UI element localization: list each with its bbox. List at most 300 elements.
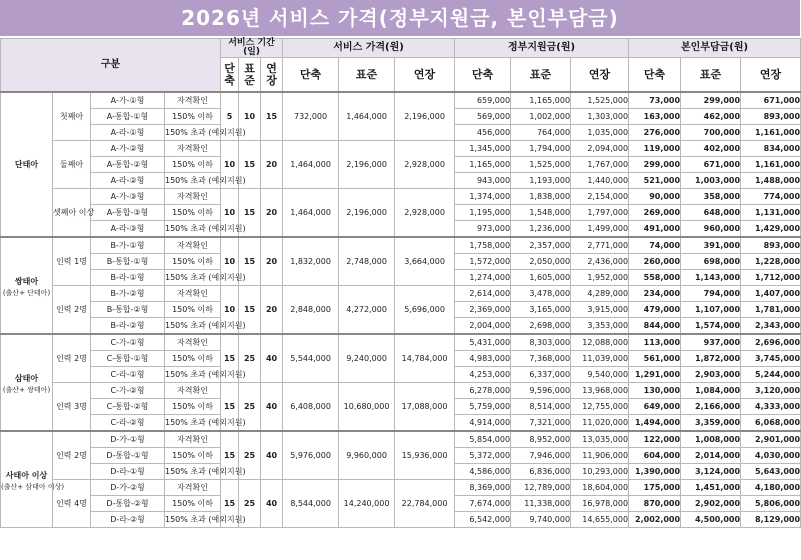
subsidy-short: 1,195,000 — [455, 205, 511, 221]
copay-extended: 3,745,000 — [741, 351, 801, 367]
copay-short: 558,000 — [629, 270, 681, 286]
subsidy-standard: 2,357,000 — [511, 237, 571, 254]
subsidy-extended: 1,035,000 — [571, 125, 629, 141]
copay-short: 299,000 — [629, 157, 681, 173]
period-short: 10 — [221, 237, 239, 286]
subsidy-extended: 1,499,000 — [571, 221, 629, 238]
copay-short: 269,000 — [629, 205, 681, 221]
copay-extended: 3,120,000 — [741, 383, 801, 399]
period-extended: 40 — [261, 431, 283, 480]
header-copay-short: 단축 — [629, 58, 681, 93]
header-price-short: 단축 — [283, 58, 339, 93]
subgroup-label: 인력 3명 — [53, 383, 91, 432]
header-period-short: 단 축 — [221, 58, 239, 93]
copay-extended: 4,180,000 — [741, 480, 801, 496]
eligibility: 150% 초과 (예외지원) — [165, 415, 221, 432]
copay-extended: 1,429,000 — [741, 221, 801, 238]
header-period-standard: 표 준 — [239, 58, 261, 93]
subsidy-standard: 9,596,000 — [511, 383, 571, 399]
subsidy-short: 2,614,000 — [455, 286, 511, 302]
copay-standard: 2,902,000 — [681, 496, 741, 512]
period-standard: 25 — [239, 480, 261, 528]
table-row — [1, 334, 801, 351]
subsidy-short: 1,345,000 — [455, 141, 511, 157]
service-type: C-라-①형 — [91, 367, 165, 383]
subgroup-label: 인력 1명 — [53, 237, 91, 286]
period-short: 15 — [221, 334, 239, 383]
service-type: C-가-②형 — [91, 383, 165, 399]
copay-extended: 893,000 — [741, 109, 801, 125]
subgroup-label: 둘째아 — [53, 141, 91, 189]
subsidy-extended: 1,797,000 — [571, 205, 629, 221]
eligibility: 150% 초과 (예외지원) — [165, 512, 221, 528]
subsidy-standard: 3,478,000 — [511, 286, 571, 302]
table-row — [1, 189, 801, 205]
period-extended: 20 — [261, 286, 283, 335]
period-standard: 15 — [239, 286, 261, 335]
service-type: A-통합-③형 — [91, 205, 165, 221]
eligibility: 150% 초과 (예외지원) — [165, 318, 221, 335]
period-extended: 20 — [261, 237, 283, 286]
price-standard: 2,748,000 — [339, 237, 395, 286]
copay-standard: 3,124,000 — [681, 464, 741, 480]
copay-short: 90,000 — [629, 189, 681, 205]
subsidy-extended: 1,440,000 — [571, 173, 629, 189]
price-short: 5,976,000 — [283, 431, 339, 480]
eligibility: 150% 초과 (예외지원) — [165, 367, 221, 383]
copay-short: 234,000 — [629, 286, 681, 302]
price-short: 1,464,000 — [283, 189, 339, 238]
table-row — [1, 383, 801, 399]
copay-standard: 1,107,000 — [681, 302, 741, 318]
subsidy-extended: 11,039,000 — [571, 351, 629, 367]
copay-extended: 2,343,000 — [741, 318, 801, 335]
service-type: A-라-③형 — [91, 221, 165, 238]
group-name: 단태아 — [14, 159, 39, 169]
subsidy-short: 456,000 — [455, 125, 511, 141]
subsidy-short: 4,586,000 — [455, 464, 511, 480]
eligibility: 자격확인 — [165, 480, 221, 496]
eligibility: 자격확인 — [165, 383, 221, 399]
subsidy-extended: 1,952,000 — [571, 270, 629, 286]
subsidy-standard: 9,740,000 — [511, 512, 571, 528]
copay-extended: 6,068,000 — [741, 415, 801, 432]
subsidy-extended: 1,525,000 — [571, 92, 629, 109]
subgroup-label: 인력 2명 — [53, 334, 91, 383]
copay-short: 604,000 — [629, 448, 681, 464]
subsidy-extended: 2,771,000 — [571, 237, 629, 254]
service-type: A-가-③형 — [91, 189, 165, 205]
subsidy-standard: 8,514,000 — [511, 399, 571, 415]
service-type: B-라-②형 — [91, 318, 165, 335]
eligibility: 150% 이하 — [165, 205, 221, 221]
service-type: B-통합-②형 — [91, 302, 165, 318]
eligibility: 150% 초과 (예외지원) — [165, 464, 221, 480]
copay-short: 561,000 — [629, 351, 681, 367]
eligibility: 150% 이하 — [165, 109, 221, 125]
service-type: C-라-②형 — [91, 415, 165, 432]
subsidy-short: 4,253,000 — [455, 367, 511, 383]
copay-extended: 1,161,000 — [741, 157, 801, 173]
service-type: A-라-①형 — [91, 125, 165, 141]
eligibility: 150% 초과 (예외지원) — [165, 270, 221, 286]
copay-standard: 1,143,000 — [681, 270, 741, 286]
subsidy-extended: 16,978,000 — [571, 496, 629, 512]
copay-extended: 671,000 — [741, 92, 801, 109]
service-type: C-통합-②형 — [91, 399, 165, 415]
price-standard: 14,240,000 — [339, 480, 395, 528]
group-note: (출산+ 삼태아 이상) — [1, 482, 65, 491]
copay-standard: 462,000 — [681, 109, 741, 125]
copay-standard: 4,500,000 — [681, 512, 741, 528]
copay-short: 175,000 — [629, 480, 681, 496]
copay-extended: 774,000 — [741, 189, 801, 205]
subsidy-standard: 764,000 — [511, 125, 571, 141]
copay-standard: 2,903,000 — [681, 367, 741, 383]
subsidy-standard: 12,789,000 — [511, 480, 571, 496]
copay-short: 113,000 — [629, 334, 681, 351]
copay-standard: 299,000 — [681, 92, 741, 109]
period-short: 15 — [221, 480, 239, 528]
copay-short: 1,390,000 — [629, 464, 681, 480]
table-row — [1, 480, 801, 496]
service-type: A-가-①형 — [91, 92, 165, 109]
price-extended: 2,928,000 — [395, 189, 455, 238]
subsidy-short: 7,674,000 — [455, 496, 511, 512]
copay-short: 122,000 — [629, 431, 681, 448]
group-label — [1, 431, 65, 528]
header-subsidy-standard: 표준 — [511, 58, 571, 93]
subsidy-standard: 1,548,000 — [511, 205, 571, 221]
service-type: A-라-②형 — [91, 173, 165, 189]
subsidy-short: 6,542,000 — [455, 512, 511, 528]
copay-extended: 1,407,000 — [741, 286, 801, 302]
subsidy-extended: 3,353,000 — [571, 318, 629, 335]
service-type: B-가-①형 — [91, 237, 165, 254]
subsidy-short: 2,369,000 — [455, 302, 511, 318]
subsidy-short: 943,000 — [455, 173, 511, 189]
eligibility: 150% 이하 — [165, 302, 221, 318]
period-standard: 15 — [239, 237, 261, 286]
subsidy-short: 1,572,000 — [455, 254, 511, 270]
price-short: 1,832,000 — [283, 237, 339, 286]
group-label — [1, 92, 53, 237]
service-type: B-라-①형 — [91, 270, 165, 286]
eligibility: 150% 초과 (예외지원) — [165, 173, 221, 189]
table-row — [1, 237, 801, 254]
service-type: B-통합-①형 — [91, 254, 165, 270]
group-label — [1, 334, 53, 431]
subsidy-extended: 2,154,000 — [571, 189, 629, 205]
price-short: 1,464,000 — [283, 141, 339, 189]
copay-standard: 391,000 — [681, 237, 741, 254]
price-standard: 4,272,000 — [339, 286, 395, 335]
copay-short: 73,000 — [629, 92, 681, 109]
period-extended: 15 — [261, 92, 283, 141]
eligibility: 자격확인 — [165, 189, 221, 205]
period-extended: 40 — [261, 334, 283, 383]
copay-short: 260,000 — [629, 254, 681, 270]
eligibility: 150% 이하 — [165, 448, 221, 464]
group-label — [1, 237, 53, 334]
subsidy-extended: 12,755,000 — [571, 399, 629, 415]
subsidy-standard: 2,050,000 — [511, 254, 571, 270]
copay-short: 163,000 — [629, 109, 681, 125]
copay-standard: 1,084,000 — [681, 383, 741, 399]
header-price-extended: 연장 — [395, 58, 455, 93]
copay-standard: 671,000 — [681, 157, 741, 173]
price-short: 2,848,000 — [283, 286, 339, 335]
eligibility: 자격확인 — [165, 431, 221, 448]
header-copay: 본인부담금(원) — [629, 39, 801, 58]
period-extended: 20 — [261, 189, 283, 238]
copay-short: 1,494,000 — [629, 415, 681, 432]
subsidy-standard: 1,525,000 — [511, 157, 571, 173]
copay-extended: 834,000 — [741, 141, 801, 157]
header-copay-standard: 표준 — [681, 58, 741, 93]
copay-extended: 1,131,000 — [741, 205, 801, 221]
header-price-standard: 표준 — [339, 58, 395, 93]
service-type: D-통합-②형 — [91, 496, 165, 512]
copay-standard: 3,359,000 — [681, 415, 741, 432]
header-period-extended: 연 장 — [261, 58, 283, 93]
service-type: A-가-②형 — [91, 141, 165, 157]
group-name: 삼태아 — [14, 373, 39, 383]
eligibility: 자격확인 — [165, 237, 221, 254]
subsidy-extended: 4,289,000 — [571, 286, 629, 302]
subsidy-extended: 18,604,000 — [571, 480, 629, 496]
price-short: 5,544,000 — [283, 334, 339, 383]
subgroup-label: 인력 2명 — [53, 286, 91, 335]
eligibility: 150% 이하 — [165, 254, 221, 270]
eligibility: 150% 초과 (예외지원) — [165, 125, 221, 141]
subsidy-standard: 1,236,000 — [511, 221, 571, 238]
copay-extended: 5,806,000 — [741, 496, 801, 512]
copay-short: 130,000 — [629, 383, 681, 399]
copay-extended: 4,030,000 — [741, 448, 801, 464]
subsidy-extended: 2,436,000 — [571, 254, 629, 270]
header-copay-extended: 연장 — [741, 58, 801, 93]
subsidy-short: 1,374,000 — [455, 189, 511, 205]
subsidy-extended: 3,915,000 — [571, 302, 629, 318]
period-short: 5 — [221, 92, 239, 141]
period-standard: 25 — [239, 334, 261, 383]
copay-extended: 1,781,000 — [741, 302, 801, 318]
copay-standard: 698,000 — [681, 254, 741, 270]
service-type: D-라-①형 — [91, 464, 165, 480]
eligibility: 자격확인 — [165, 92, 221, 109]
copay-short: 276,000 — [629, 125, 681, 141]
price-extended: 2,196,000 — [395, 92, 455, 141]
header-period: 서비스 기간(일) — [221, 39, 283, 58]
subsidy-short: 2,004,000 — [455, 318, 511, 335]
price-standard: 2,196,000 — [339, 189, 395, 238]
subsidy-standard: 6,836,000 — [511, 464, 571, 480]
copay-standard: 648,000 — [681, 205, 741, 221]
subsidy-standard: 1,838,000 — [511, 189, 571, 205]
subsidy-short: 6,278,000 — [455, 383, 511, 399]
copay-extended: 1,161,000 — [741, 125, 801, 141]
copay-short: 491,000 — [629, 221, 681, 238]
subsidy-standard: 11,338,000 — [511, 496, 571, 512]
service-type: D-가-①형 — [91, 431, 165, 448]
copay-extended: 1,228,000 — [741, 254, 801, 270]
price-extended: 22,784,000 — [395, 480, 455, 528]
copay-standard: 358,000 — [681, 189, 741, 205]
subsidy-extended: 14,655,000 — [571, 512, 629, 528]
subsidy-extended: 13,968,000 — [571, 383, 629, 399]
copay-extended: 2,696,000 — [741, 334, 801, 351]
service-type: D-가-②형 — [91, 480, 165, 496]
subsidy-extended: 11,906,000 — [571, 448, 629, 464]
subsidy-standard: 6,337,000 — [511, 367, 571, 383]
subsidy-standard: 1,002,000 — [511, 109, 571, 125]
price-short: 8,544,000 — [283, 480, 339, 528]
service-type: A-통합-①형 — [91, 109, 165, 125]
header-price: 서비스 가격(원) — [283, 39, 455, 58]
subsidy-short: 1,274,000 — [455, 270, 511, 286]
price-standard: 1,464,000 — [339, 92, 395, 141]
subsidy-extended: 9,540,000 — [571, 367, 629, 383]
period-extended: 20 — [261, 141, 283, 189]
copay-short: 649,000 — [629, 399, 681, 415]
copay-standard: 794,000 — [681, 286, 741, 302]
price-standard: 2,196,000 — [339, 141, 395, 189]
price-extended: 3,664,000 — [395, 237, 455, 286]
copay-standard: 1,872,000 — [681, 351, 741, 367]
copay-short: 844,000 — [629, 318, 681, 335]
service-type: C-통합-①형 — [91, 351, 165, 367]
service-type: D-라-②형 — [91, 512, 165, 528]
subsidy-short: 5,431,000 — [455, 334, 511, 351]
subsidy-short: 8,369,000 — [455, 480, 511, 496]
subsidy-standard: 1,605,000 — [511, 270, 571, 286]
table-body — [1, 92, 801, 528]
copay-extended: 1,712,000 — [741, 270, 801, 286]
copay-standard: 2,014,000 — [681, 448, 741, 464]
eligibility: 150% 이하 — [165, 351, 221, 367]
copay-standard: 937,000 — [681, 334, 741, 351]
copay-extended: 5,244,000 — [741, 367, 801, 383]
period-short: 15 — [221, 431, 239, 480]
copay-standard: 960,000 — [681, 221, 741, 238]
table-row — [1, 286, 801, 302]
subsidy-short: 569,000 — [455, 109, 511, 125]
subgroup-label: 첫째아 — [53, 92, 91, 141]
subsidy-short: 659,000 — [455, 92, 511, 109]
group-name: 쌍태아 — [14, 276, 39, 286]
copay-extended: 4,333,000 — [741, 399, 801, 415]
copay-standard: 700,000 — [681, 125, 741, 141]
header-subsidy-short: 단축 — [455, 58, 511, 93]
copay-standard: 2,166,000 — [681, 399, 741, 415]
copay-short: 74,000 — [629, 237, 681, 254]
subsidy-extended: 2,094,000 — [571, 141, 629, 157]
price-extended: 2,928,000 — [395, 141, 455, 189]
copay-extended: 893,000 — [741, 237, 801, 254]
service-type: A-통합-②형 — [91, 157, 165, 173]
copay-standard: 1,451,000 — [681, 480, 741, 496]
group-note: (출산+ 단태아) — [2, 288, 51, 297]
copay-extended: 8,129,000 — [741, 512, 801, 528]
eligibility: 150% 이하 — [165, 157, 221, 173]
subsidy-extended: 12,088,000 — [571, 334, 629, 351]
copay-short: 1,291,000 — [629, 367, 681, 383]
eligibility: 자격확인 — [165, 286, 221, 302]
copay-extended: 1,488,000 — [741, 173, 801, 189]
price-extended: 17,088,000 — [395, 383, 455, 432]
subsidy-extended: 11,020,000 — [571, 415, 629, 432]
price-extended: 15,936,000 — [395, 431, 455, 480]
subsidy-standard: 1,165,000 — [511, 92, 571, 109]
period-standard: 25 — [239, 431, 261, 480]
subsidy-short: 4,983,000 — [455, 351, 511, 367]
eligibility: 150% 이하 — [165, 399, 221, 415]
subsidy-standard: 3,165,000 — [511, 302, 571, 318]
copay-short: 119,000 — [629, 141, 681, 157]
subsidy-standard: 8,952,000 — [511, 431, 571, 448]
period-extended: 40 — [261, 383, 283, 432]
period-short: 10 — [221, 286, 239, 335]
subsidy-standard: 7,321,000 — [511, 415, 571, 432]
header-subsidy: 정부지원금(원) — [455, 39, 629, 58]
service-type: C-가-①형 — [91, 334, 165, 351]
price-short: 6,408,000 — [283, 383, 339, 432]
period-short: 10 — [221, 141, 239, 189]
table-row — [1, 431, 801, 448]
group-note: (출산+ 쌍태아) — [2, 385, 51, 394]
service-type: D-통합-①형 — [91, 448, 165, 464]
subsidy-extended: 1,767,000 — [571, 157, 629, 173]
subsidy-standard: 7,368,000 — [511, 351, 571, 367]
subsidy-short: 4,914,000 — [455, 415, 511, 432]
price-short: 732,000 — [283, 92, 339, 141]
subsidy-short: 1,758,000 — [455, 237, 511, 254]
header-category: 구분 — [1, 39, 221, 93]
period-standard: 15 — [239, 141, 261, 189]
copay-short: 521,000 — [629, 173, 681, 189]
subgroup-label: 인력 2명 — [53, 431, 91, 480]
price-table — [0, 38, 801, 528]
copay-short: 870,000 — [629, 496, 681, 512]
subsidy-standard: 2,698,000 — [511, 318, 571, 335]
table-title: 2026년 서비스 가격(정부지원금, 본인부담금) — [0, 0, 800, 36]
subsidy-extended: 10,293,000 — [571, 464, 629, 480]
subsidy-standard: 8,303,000 — [511, 334, 571, 351]
copay-standard: 402,000 — [681, 141, 741, 157]
subsidy-standard: 1,193,000 — [511, 173, 571, 189]
subgroup-label: 셋째아 이상 — [53, 189, 91, 238]
eligibility: 150% 이하 — [165, 496, 221, 512]
subsidy-short: 973,000 — [455, 221, 511, 238]
eligibility: 자격확인 — [165, 141, 221, 157]
subsidy-short: 5,854,000 — [455, 431, 511, 448]
subsidy-standard: 7,946,000 — [511, 448, 571, 464]
subsidy-short: 5,759,000 — [455, 399, 511, 415]
price-standard: 9,240,000 — [339, 334, 395, 383]
period-extended: 40 — [261, 480, 283, 528]
service-type: B-가-②형 — [91, 286, 165, 302]
eligibility: 자격확인 — [165, 334, 221, 351]
subgroup-label: 인력 4명 — [53, 480, 91, 528]
copay-standard: 1,574,000 — [681, 318, 741, 335]
period-short: 15 — [221, 383, 239, 432]
copay-standard: 1,008,000 — [681, 431, 741, 448]
copay-extended: 5,643,000 — [741, 464, 801, 480]
group-name: 사태아 이상 — [5, 470, 48, 480]
header-subsidy-extended: 연장 — [571, 58, 629, 93]
copay-extended: 2,901,000 — [741, 431, 801, 448]
